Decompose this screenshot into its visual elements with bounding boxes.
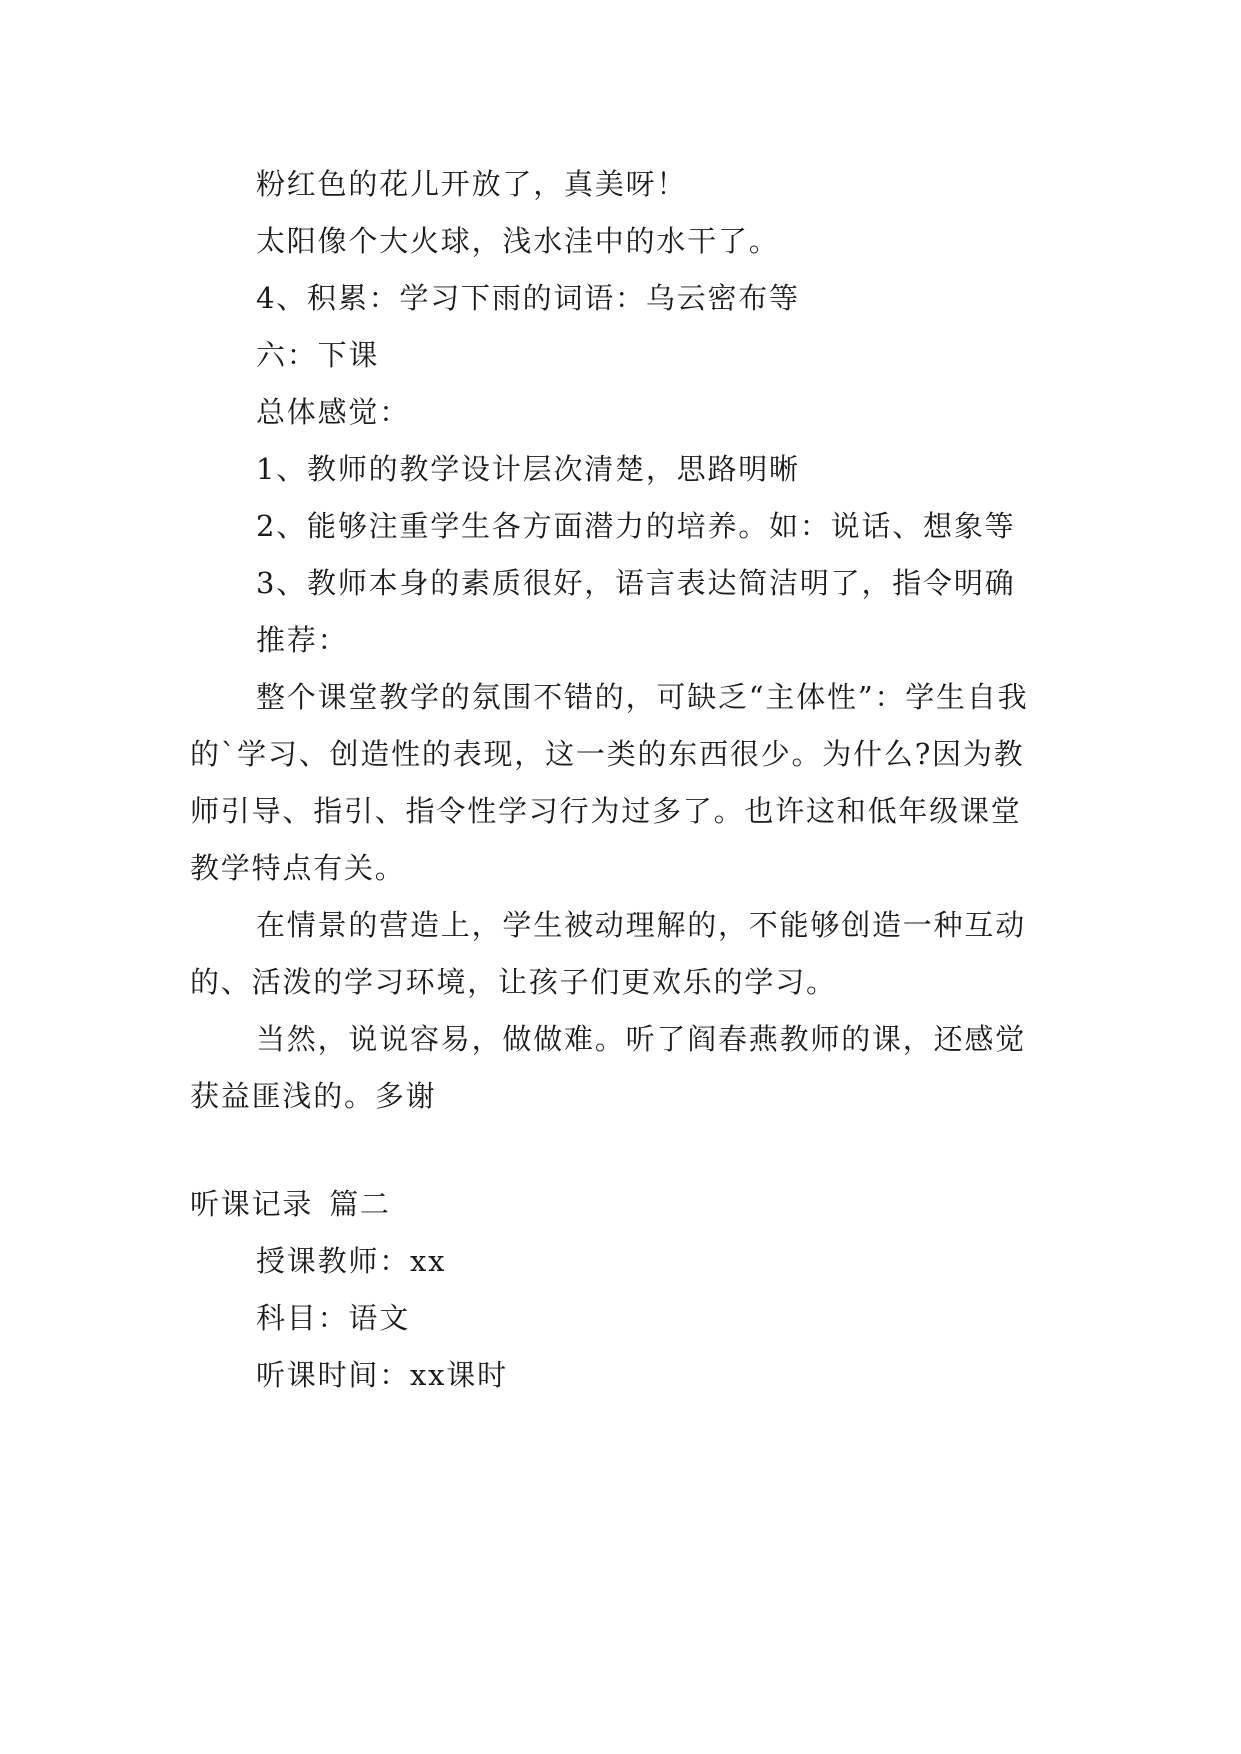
paragraph-time: 听课时间：xx课时 — [256, 1358, 508, 1392]
paragraph-class-end: 六：下课 — [256, 338, 380, 372]
paragraph-recommend-body: 整个课堂教学的氛围不错的，可缺乏“主体性”：学生自我的`学习、创造性的表现，这一类的东西很少。为什么?因为教师引导、指引、指令性学习行为过多了。也许这和低年级课堂教学特点有关。 — [190, 680, 1029, 885]
paragraph-point-2: 2、能够注重学生各方面潜力的培养。如：说话、想象等 — [256, 509, 1016, 543]
paragraph-teacher: 授课教师：xx — [256, 1244, 447, 1278]
paragraph-flowers: 粉红色的花儿开放了，真美呀！ — [256, 167, 688, 201]
section-heading-part: 篇二 — [329, 1187, 391, 1221]
paragraph-situation: 在情景的营造上，学生被动理解的，不能够创造一种互动的、活泼的学习环境，让孩子们更欢乐的学习。 — [190, 908, 1027, 999]
paragraph-point-1: 1、教师的教学设计层次清楚，思路明晰 — [256, 452, 800, 486]
paragraph-sun: 太阳像个大火球，浅水洼中的水干了。 — [256, 224, 780, 258]
section-heading-title: 听课记录 — [190, 1187, 314, 1221]
paragraph-recommend-label: 推荐： — [256, 623, 349, 657]
document-body — [190, 156, 1052, 1404]
paragraph-conclusion: 当然，说说容易，做做难。听了阎春燕教师的课，还感觉获益匪浅的。多谢 — [190, 1022, 1027, 1113]
paragraph-overall-label: 总体感觉： — [256, 395, 411, 429]
section-heading — [190, 1176, 1052, 1233]
paragraph-accumulate: 4、积累：学习下雨的词语：乌云密布等 — [256, 281, 800, 315]
paragraph-subject: 科目：语文 — [256, 1301, 411, 1335]
paragraph-point-3: 3、教师本身的素质很好，语言表达简洁明了，指令明确 — [256, 566, 1016, 600]
